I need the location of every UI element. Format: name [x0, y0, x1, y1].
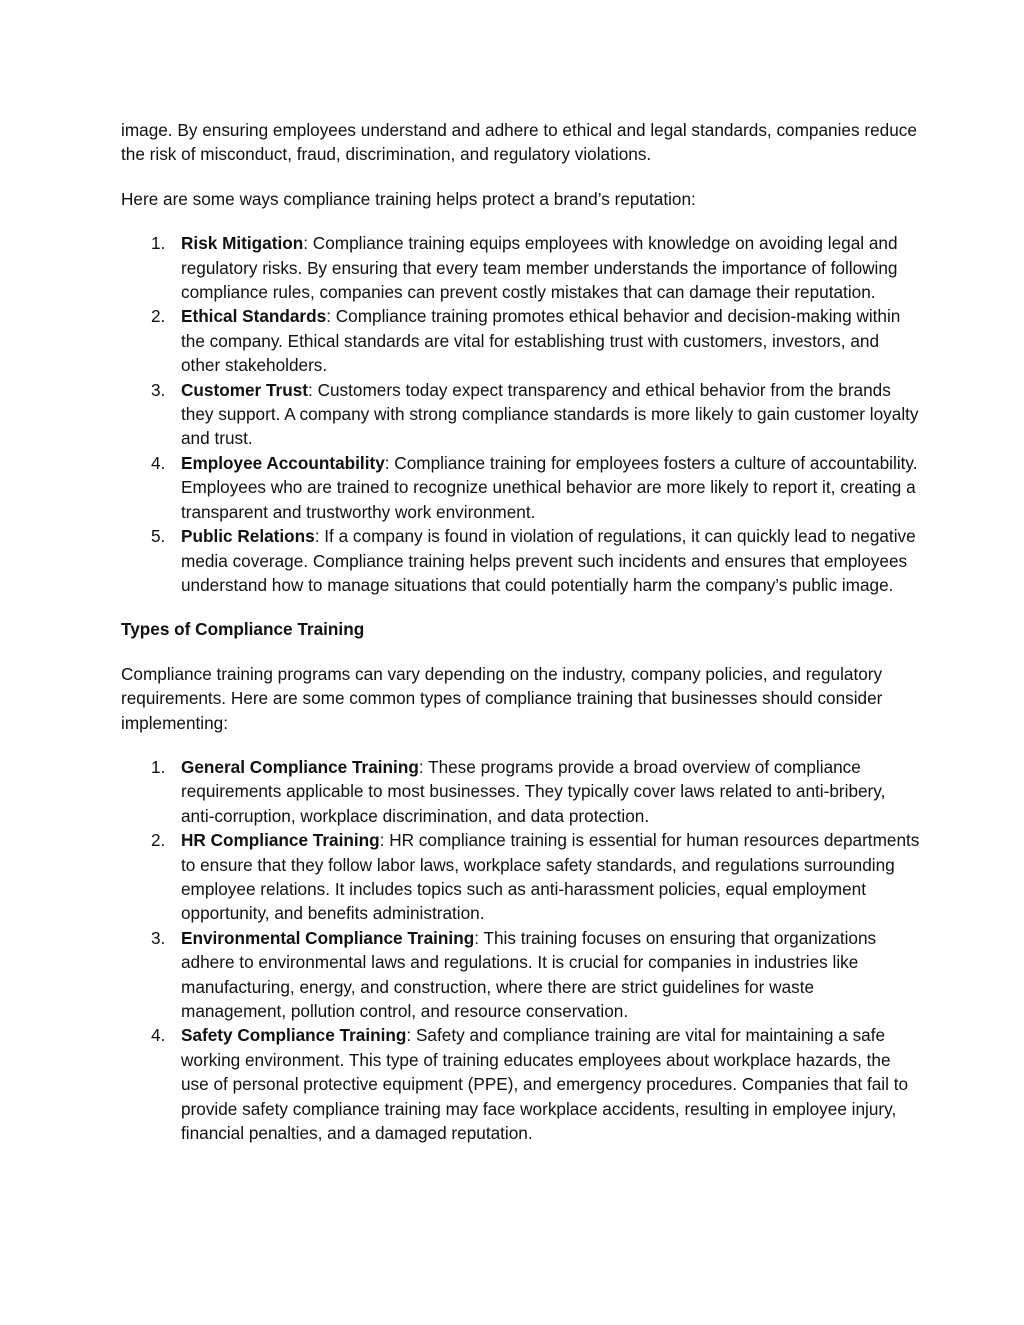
list-item-term: Public Relations	[181, 526, 315, 547]
list-item-text: : If a company is found in violation of regulations, it can quickly lead to negative media coverage. Compliance training helps prevent such incidents and ensures that employees understand how to manage situations that could potentially harm the company’s public image.	[181, 526, 916, 595]
list-item-term: Safety Compliance Training	[181, 1025, 407, 1046]
list-item-number: 1.	[151, 233, 166, 254]
list-item-text: : Compliance training promotes ethical behavior and decision-making within the company. Ethical standards are vital for establishing trust with customers, investors, and other stakeholders.	[181, 306, 901, 376]
list-item-number: 2.	[151, 830, 166, 851]
list-item-text: : This training focuses on ensuring that organizations adhere to environmental laws and regulations. It is crucial for companies in industries like manufacturing, energy, and construction, where there are strict guidelines for waste management, pollution control, and resource conservation.	[181, 927, 877, 1021]
list-item-number: 1.	[151, 756, 166, 777]
list-item-term: Environmental Compliance Training	[181, 927, 475, 948]
reputation-benefits-list	[121, 231, 921, 597]
document-page	[121, 118, 921, 1145]
list-item	[121, 1023, 921, 1145]
list-item-term: Customer Trust	[181, 379, 309, 400]
list-item	[121, 304, 921, 377]
intro-lead-paragraph: Here are some ways compliance training helps protect a brand’s reputation:	[121, 188, 696, 209]
list-item-term: Ethical Standards	[181, 306, 327, 327]
list-item-number: 3.	[151, 927, 166, 948]
list-item-text: : HR compliance training is essential for human resources departments to ensure that they follow labor laws, workplace safety standards, and regulations surrounding employee relations. It includes topics such as anti-harassment policies, equal employment opportunity, and benefits administration.	[181, 830, 920, 924]
list-item	[121, 926, 921, 1024]
list-item-term: Employee Accountability	[181, 452, 385, 473]
list-item-number: 4.	[151, 452, 166, 473]
list-item-text: : Compliance training for employees fosters a culture of accountability. Employees who are trained to recognize unethical behavior are more likely to report it, creating a transparent and trustworthy work environment.	[181, 452, 918, 522]
list-item-number: 5.	[151, 526, 166, 547]
list-item-number: 3.	[151, 379, 166, 400]
list-item	[121, 828, 921, 926]
list-item-term: HR Compliance Training	[181, 830, 380, 851]
list-item-text: : These programs provide a broad overview of compliance requirements applicable to most businesses. They typically cover laws related to anti-bribery, anti-corruption, workplace discrimination, and data protection.	[181, 756, 886, 826]
types-intro-paragraph: Compliance training programs can vary depending on the industry, company policies, and regulatory requirements. Here are some common types of compliance training that businesses should consider implementing:	[121, 663, 883, 733]
compliance-types-list	[121, 755, 921, 1146]
list-item	[121, 524, 921, 597]
list-item-term: Risk Mitigation	[181, 233, 304, 254]
list-item-text: : Safety and compliance training are vital for maintaining a safe working environment. This type of training educates employees about workplace hazards, the use of personal protective equipment (PPE), and emergency procedures. Companies that fail to provide safety compliance training may face workplace accidents, resulting in employee injury, financial penalties, and a damaged reputation.	[181, 1025, 909, 1144]
list-item-text: : Customers today expect transparency and ethical behavior from the brands they support. A company with strong compliance standards is more likely to gain customer loyalty and trust.	[181, 379, 919, 449]
list-item-number: 4.	[151, 1025, 166, 1046]
intro-continuation-paragraph: image. By ensuring employees understand and adhere to ethical and legal standards, companies reduce the risk of misconduct, fraud, discrimination, and regulatory violations.	[121, 120, 917, 165]
list-item-text: : Compliance training equips employees with knowledge on avoiding legal and regulatory risks. By ensuring that every team member understands the importance of following compliance rules, companies can prevent costly mistakes that can damage their reputation.	[181, 233, 898, 303]
list-item	[121, 231, 921, 304]
list-item-number: 2.	[151, 306, 166, 327]
section-heading: Types of Compliance Training	[121, 619, 365, 640]
list-item	[121, 451, 921, 524]
list-item	[121, 755, 921, 828]
list-item-term: General Compliance Training	[181, 756, 419, 777]
list-item	[121, 378, 921, 451]
